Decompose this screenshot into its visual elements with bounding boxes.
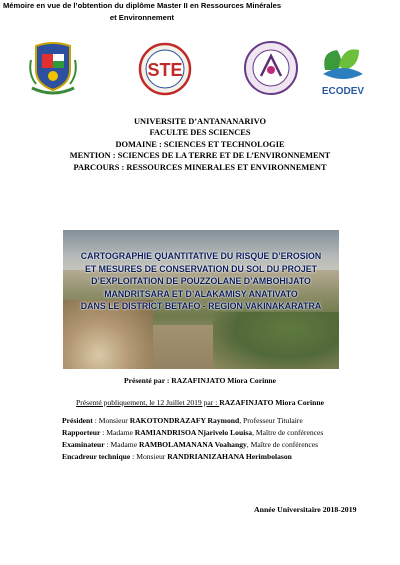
academic-year: Année Universitaire 2018-2019 xyxy=(254,505,357,514)
publication-text: Présenté publiquement, le 12 Juillet 2019 par : xyxy=(76,398,220,407)
jury-member xyxy=(62,427,323,439)
jury-sep: : Monsieur xyxy=(92,416,130,425)
thesis-title-line: DANS LE DISTRICT BETAFO - REGION VAKINAKARATRA xyxy=(80,301,322,312)
jury-sep: : Madame xyxy=(100,428,135,437)
ste-logo-text: STE xyxy=(147,60,183,80)
jury-name: RAKOTONDRAZAFY Raymond xyxy=(129,416,240,425)
domain-line: DOMAINE : SCIENCES ET TECHNOLOGIE xyxy=(115,139,285,149)
university-seal-logo xyxy=(28,40,78,96)
jury-role: Président xyxy=(62,416,93,425)
jury-role: Encadreur technique xyxy=(62,452,131,461)
jury-sep: : Monsieur xyxy=(130,452,168,461)
jury-member xyxy=(62,451,323,463)
presented-by-name: RAZAFINJATO Miora Corinne xyxy=(171,376,277,385)
ste-logo xyxy=(138,42,192,96)
jury-name: RANDRIANIZAHANA Herimbolason xyxy=(167,452,292,461)
thesis-title-line: CARTOGRAPHIE QUANTITATIVE DU RISQUE D’EROSION xyxy=(80,251,322,261)
jury-sep: : Madame xyxy=(104,440,139,449)
memoire-statement: Mémoire en vue de l’obtention du diplôme Master II en Ressources Minérales et Environnement xyxy=(2,1,282,22)
jury-title: , Professeur Titulaire xyxy=(239,416,303,425)
faculty-name: FACULTE DES SCIENCES xyxy=(149,128,251,138)
jury-role: Examinateur xyxy=(62,440,105,449)
ecodev-logo-text: ECODEV xyxy=(321,86,365,97)
university-header xyxy=(0,116,400,173)
jury-list xyxy=(62,415,323,463)
presented-by-label: Présenté par : xyxy=(123,376,172,385)
mention-line: MENTION : SCIENCES DE LA TERRE ET DE L’ENVIRONNEMENT xyxy=(69,151,331,161)
ecodev-logo xyxy=(315,44,371,102)
thesis-title-line: ET MESURES DE CONSERVATION DU SOL DU PROJET xyxy=(84,263,317,274)
jury-member xyxy=(62,415,323,427)
publication-line xyxy=(0,398,400,407)
cover-photo xyxy=(63,230,339,369)
jury-member xyxy=(62,439,323,451)
jury-name: RAMIANDRISOA Njarivelo Louisa xyxy=(134,428,253,437)
jury-title: , Maître de conférences xyxy=(252,428,324,437)
parcours-line: PARCOURS : RESSOURCES MINERALES ET ENVIRONNEMENT xyxy=(73,162,327,172)
university-name: UNIVERSITE D’ANTANANARIVO xyxy=(133,117,267,126)
jury-name: RAMBOLAMANANA Voahangy xyxy=(138,440,247,449)
thesis-title-line: MANDRITSARA ET D’ALAKAMISY ANATIVATO xyxy=(104,288,298,299)
thesis-title xyxy=(63,250,339,313)
jury-title: , Maître de conférences xyxy=(246,440,319,449)
publication-name: RAZAFINJATO Miora Corinne xyxy=(219,398,324,407)
presented-by xyxy=(0,376,400,385)
thesis-title-line: D’EXPLOITATION DE POUZZOLANE D’AMBOHIJATO xyxy=(91,276,311,287)
jury-role: Rapporteur xyxy=(62,428,101,437)
society-seal-logo xyxy=(243,40,299,96)
